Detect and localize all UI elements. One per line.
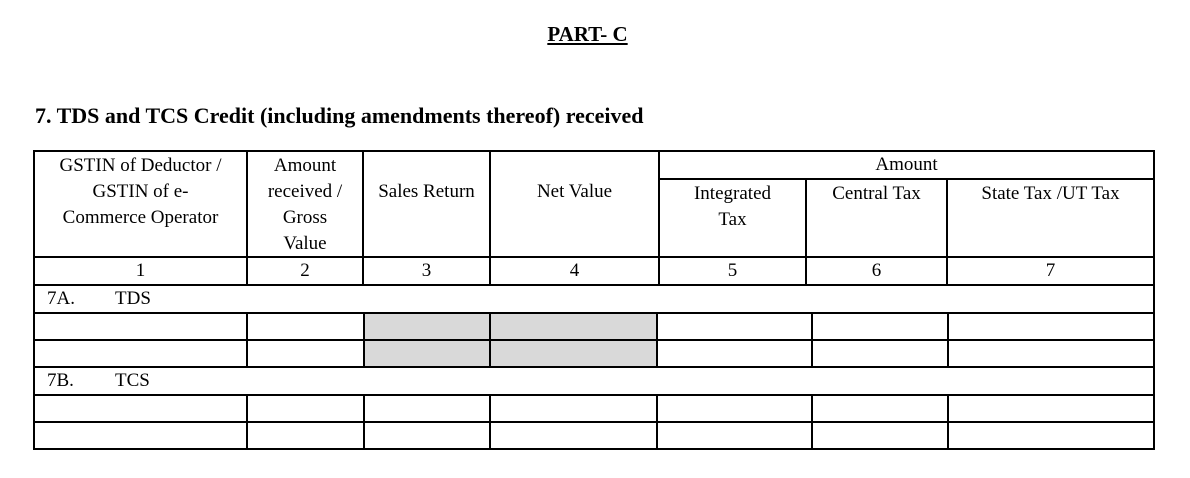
- col-number-2: 2: [246, 256, 364, 286]
- tcs-r1-c5[interactable]: [656, 394, 813, 423]
- tcs-r2-c1[interactable]: [33, 421, 248, 450]
- section-id: 7B.: [47, 370, 74, 391]
- header-line: State Tax /UT Tax: [981, 183, 1120, 204]
- section-row-tcs: [33, 366, 1155, 396]
- tds-r2-c4: [489, 339, 658, 368]
- header-line: Sales Return: [378, 181, 475, 202]
- header-line: Amount: [273, 155, 337, 176]
- header-line: GSTIN of Deductor /: [59, 155, 222, 176]
- tds-r1-c2[interactable]: [246, 312, 365, 341]
- tds-r2-c2[interactable]: [246, 339, 365, 368]
- header-line: Value: [283, 233, 327, 254]
- tds-r2-c3: [363, 339, 491, 368]
- header-state-tax: [946, 178, 1155, 258]
- header-line: Net Value: [536, 181, 613, 202]
- header-gstin: [33, 150, 248, 258]
- header-sales-return: [362, 150, 491, 258]
- tcs-r1-c7[interactable]: [947, 394, 1155, 423]
- tds-r1-c4: [489, 312, 658, 341]
- col-number-3: 3: [362, 256, 491, 286]
- tcs-r2-c7[interactable]: [947, 421, 1155, 450]
- section-label: TCS: [115, 370, 150, 391]
- tcs-r1-c2[interactable]: [246, 394, 365, 423]
- header-line: Amount: [875, 154, 938, 175]
- tcs-r2-c6[interactable]: [811, 421, 949, 450]
- tcs-r2-c4[interactable]: [489, 421, 658, 450]
- tds-r1-c7[interactable]: [947, 312, 1155, 341]
- header-central-tax: [805, 178, 948, 258]
- header-amount-group: [658, 150, 1155, 180]
- section-row-tds: [33, 284, 1155, 314]
- col-number-4: 4: [489, 256, 660, 286]
- tds-r2-c1[interactable]: [33, 339, 248, 368]
- tcs-r1-c3[interactable]: [363, 394, 491, 423]
- section-title: 7. TDS and TCS Credit (including amendments thereof) received: [35, 103, 644, 128]
- header-line: GSTIN of e-: [92, 181, 189, 202]
- tds-r1-c5[interactable]: [656, 312, 813, 341]
- section-label: TDS: [115, 288, 151, 309]
- tcs-r1-c1[interactable]: [33, 394, 248, 423]
- tcs-r1-c4[interactable]: [489, 394, 658, 423]
- tcs-r1-c6[interactable]: [811, 394, 949, 423]
- tds-r2-c5[interactable]: [656, 339, 813, 368]
- col-number-6: 6: [805, 256, 948, 286]
- col-number-7: 7: [946, 256, 1155, 286]
- tds-r2-c6[interactable]: [811, 339, 949, 368]
- header-line: Gross: [282, 207, 328, 228]
- header-amount-received: [246, 150, 364, 258]
- header-line: Tax: [718, 209, 747, 230]
- tcs-r2-c3[interactable]: [363, 421, 491, 450]
- header-net-value: [489, 150, 660, 258]
- section-id: 7A.: [47, 288, 75, 309]
- header-integrated-tax: [658, 178, 807, 258]
- part-title-text: PART- C: [547, 22, 628, 46]
- tcs-r2-c5[interactable]: [656, 421, 813, 450]
- tds-r1-c1[interactable]: [33, 312, 248, 341]
- tds-r2-c7[interactable]: [947, 339, 1155, 368]
- tds-r1-c3: [363, 312, 491, 341]
- header-line: received /: [267, 181, 343, 202]
- header-line: Central Tax: [832, 183, 921, 204]
- col-number-1: 1: [33, 256, 248, 286]
- header-line: Integrated: [693, 183, 771, 204]
- tds-r1-c6[interactable]: [811, 312, 949, 341]
- tcs-r2-c2[interactable]: [246, 421, 365, 450]
- col-number-5: 5: [658, 256, 807, 286]
- header-line: Commerce Operator: [62, 207, 219, 228]
